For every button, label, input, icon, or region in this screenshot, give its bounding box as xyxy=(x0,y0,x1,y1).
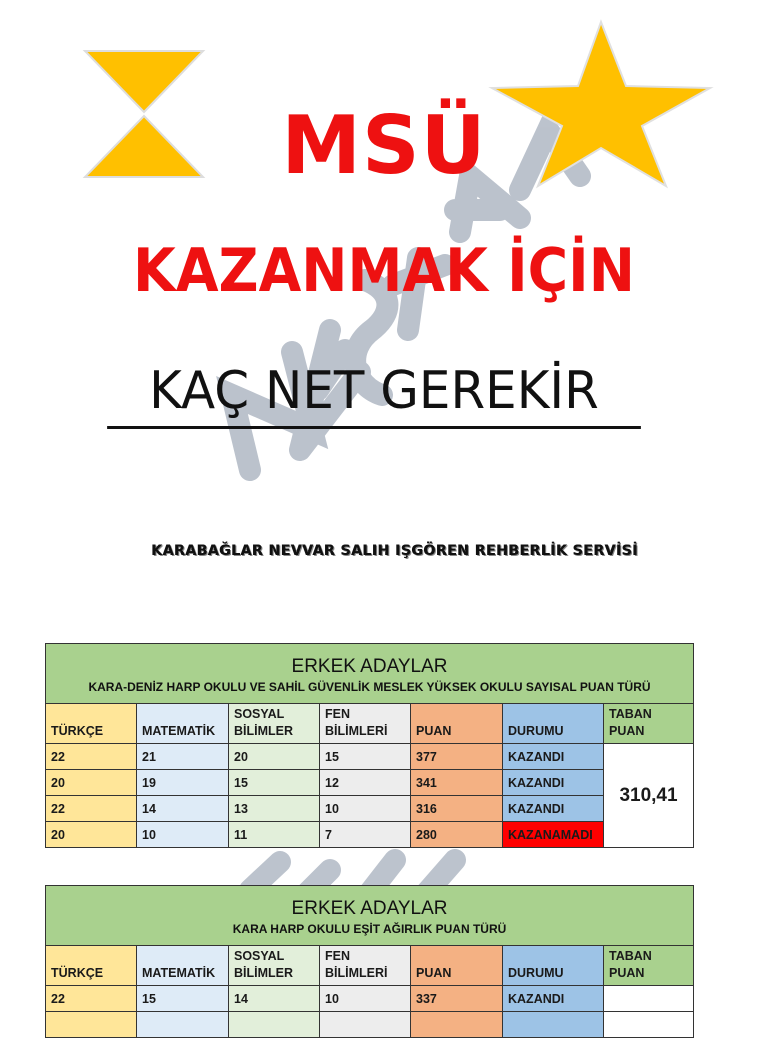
taban-puan-value: 310,41 xyxy=(604,744,694,848)
cell-sosyal: 20 xyxy=(229,744,320,770)
col-header-taban-puan: TABAN PUAN xyxy=(604,946,694,986)
taban-puan-value xyxy=(604,986,694,1012)
table-row xyxy=(46,986,694,1012)
col-header-fen: FEN BİLİMLERİ xyxy=(320,946,411,986)
cell-durumu: KAZANDI xyxy=(503,744,604,770)
table-row xyxy=(46,1012,694,1038)
col-header-puan: PUAN xyxy=(411,704,503,744)
cell-turkce: 20 xyxy=(46,770,137,796)
taban-puan-value xyxy=(604,1012,694,1038)
cell-sosyal: 14 xyxy=(229,986,320,1012)
cell-puan: 316 xyxy=(411,796,503,822)
table-header xyxy=(46,886,694,946)
col-header-taban-puan: TABAN PUAN xyxy=(604,704,694,744)
cell-fen: 10 xyxy=(320,986,411,1012)
cell-matematik: 19 xyxy=(137,770,229,796)
table-subtitle: KARA-DENİZ HARP OKULU VE SAHİL GÜVENLİK MESLEK YÜKSEK OKULU SAYISAL PUAN TÜRÜ xyxy=(88,679,651,694)
page-title-line-2: KAZANMAK İÇİN xyxy=(133,236,635,306)
cell-durumu xyxy=(503,1012,604,1038)
cell-turkce: 22 xyxy=(46,744,137,770)
cell-durumu: KAZANDI xyxy=(503,796,604,822)
col-header-durumu: DURUMU xyxy=(503,946,604,986)
col-header-matematik: MATEMATİK xyxy=(137,704,229,744)
col-header-puan: PUAN xyxy=(411,946,503,986)
table-row xyxy=(46,770,694,796)
page-heading: KAÇ NET GEREKİR xyxy=(107,356,641,429)
col-header-durumu: DURUMU xyxy=(503,704,604,744)
cell-fen: 10 xyxy=(320,796,411,822)
cell-turkce: 22 xyxy=(46,796,137,822)
cell-fen: 12 xyxy=(320,770,411,796)
cell-matematik: 10 xyxy=(137,822,229,848)
table-row xyxy=(46,822,694,848)
cell-matematik xyxy=(137,1012,229,1038)
table-title: ERKEK ADAYLAR xyxy=(291,655,448,677)
table-header xyxy=(46,644,694,704)
table-row xyxy=(46,796,694,822)
cell-sosyal: 15 xyxy=(229,770,320,796)
col-header-turkce: TÜRKÇE xyxy=(46,704,137,744)
results-table-1 xyxy=(45,643,694,848)
cell-puan: 280 xyxy=(411,822,503,848)
cell-turkce: 20 xyxy=(46,822,137,848)
col-header-turkce: TÜRKÇE xyxy=(46,946,137,986)
cell-turkce: 22 xyxy=(46,986,137,1012)
cell-fen: 7 xyxy=(320,822,411,848)
table-subtitle: KARA HARP OKULU EŞİT AĞIRLIK PUAN TÜRÜ xyxy=(232,921,507,936)
cell-durumu: KAZANDI xyxy=(503,986,604,1012)
cell-puan xyxy=(411,1012,503,1038)
cell-fen xyxy=(320,1012,411,1038)
table-title: ERKEK ADAYLAR xyxy=(291,897,448,919)
cell-sosyal: 11 xyxy=(229,822,320,848)
cell-sosyal: 13 xyxy=(229,796,320,822)
col-header-sosyal: SOSYAL BİLİMLER xyxy=(229,946,320,986)
school-subtitle: KARABAĞLAR NEVVAR SALIH IŞGÖREN REHBERLİK SERVİSİ xyxy=(151,543,639,559)
cell-sosyal xyxy=(229,1012,320,1038)
cell-matematik: 21 xyxy=(137,744,229,770)
cell-durumu: KAZANDI xyxy=(503,770,604,796)
cell-turkce xyxy=(46,1012,137,1038)
col-header-fen: FEN BİLİMLERİ xyxy=(320,704,411,744)
cell-puan: 377 xyxy=(411,744,503,770)
cell-matematik: 14 xyxy=(137,796,229,822)
cell-puan: 341 xyxy=(411,770,503,796)
cell-durumu-failed: KAZANAMADI xyxy=(503,822,604,848)
cell-matematik: 15 xyxy=(137,986,229,1012)
cell-fen: 15 xyxy=(320,744,411,770)
col-header-sosyal: SOSYAL BİLİMLER xyxy=(229,704,320,744)
table-row xyxy=(46,744,694,770)
page-title: MSÜ xyxy=(281,99,487,192)
results-table-2 xyxy=(45,885,694,1038)
cell-puan: 337 xyxy=(411,986,503,1012)
col-header-matematik: MATEMATİK xyxy=(137,946,229,986)
